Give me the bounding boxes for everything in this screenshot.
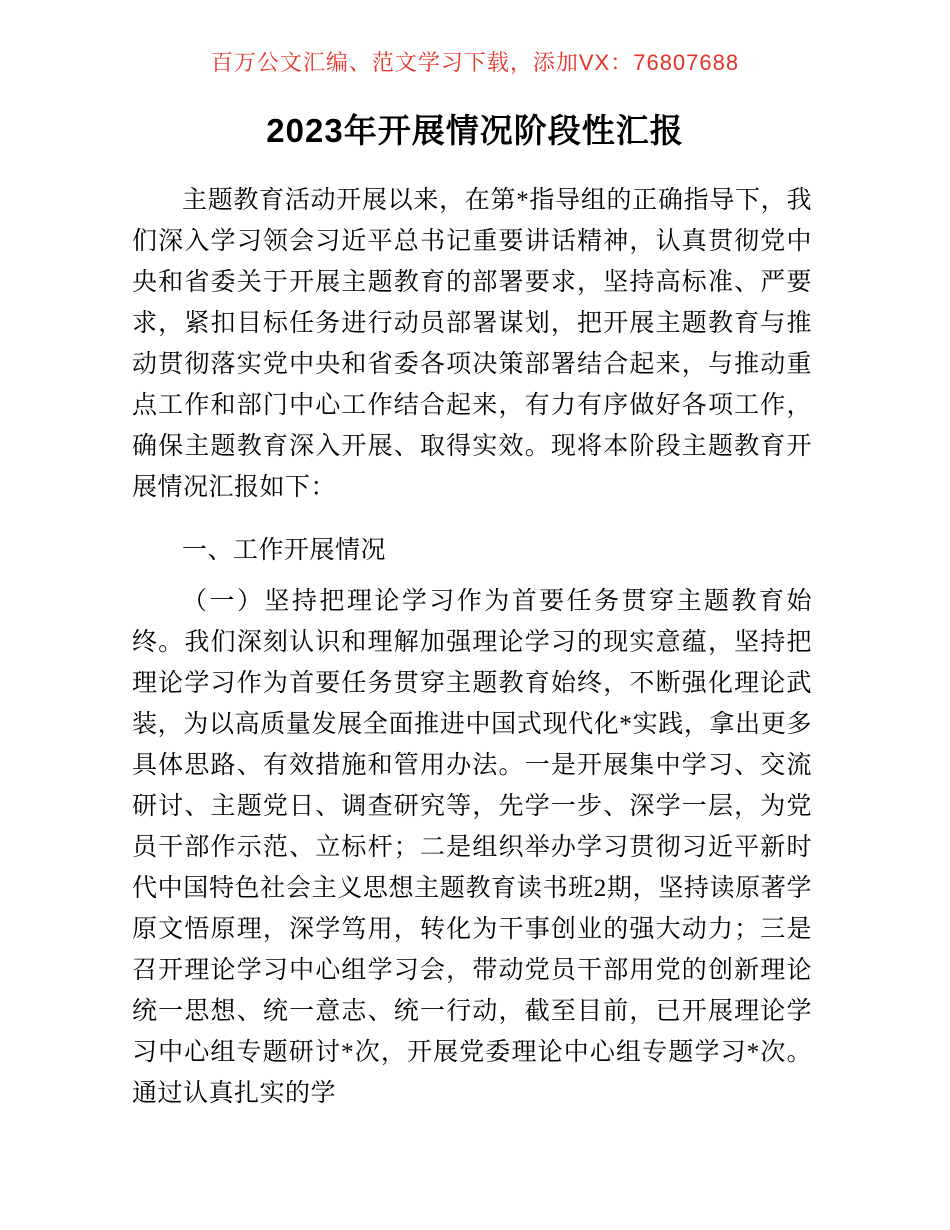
section-heading: 一、工作开展情况 (182, 537, 387, 564)
paragraph: 主题教育活动开展以来，在第*指导组的正确指导下，我们深入学习领会习近平总书记重要讲话精神，认真贯彻党中央和省委关于开展主题教育的部署要求，坚持高标准、严要求，紧扣目标任务进行动员部署谋划，把开展主题教育与推动贯彻落实党中央和省委各项决策部署结合起来，与推动重点工作和部门中心工作结合起来，有力有序做好各项工作，确保主题教育深入开展、取得实效。现将本阶段主题教育开展情况汇报如下： (132, 187, 812, 501)
paragraph: （一）坚持把理论学习作为首要任务贯穿主题教育始终。我们深刻认识和理解加强理论学习的现实意蕴，坚持把理论学习作为首要任务贯穿主题教育始终，不断强化理论武装，为以高质量发展全面推进中国式现代化*实践，拿出更多具体思路、有效措施和管用办法。一是开展集中学习、交流研讨、主题党日、调查研究等，先学一步、深学一层，为党员干部作示范、立标杆；二是组织举办学习贯彻习近平新时代中国特色社会主义思想主题教育读书班2期，坚持读原著学原文悟原理，深学笃用，转化为干事创业的强大动力；三是召开理论学习中心组学习会，带动党员干部用党的创新理论统一思想、统一意志、统一行动，截至目前，已开展理论学习中心组专题研讨*次，开展党委理论中心组专题学习*次。通过认真扎实的学 (132, 588, 812, 1107)
document-title: 2023年开展情况阶段性汇报 (266, 112, 684, 149)
promo-banner: 百万公文汇编、范文学习下载，添加VX：76807688 (210, 50, 740, 75)
document-body (132, 180, 812, 1114)
